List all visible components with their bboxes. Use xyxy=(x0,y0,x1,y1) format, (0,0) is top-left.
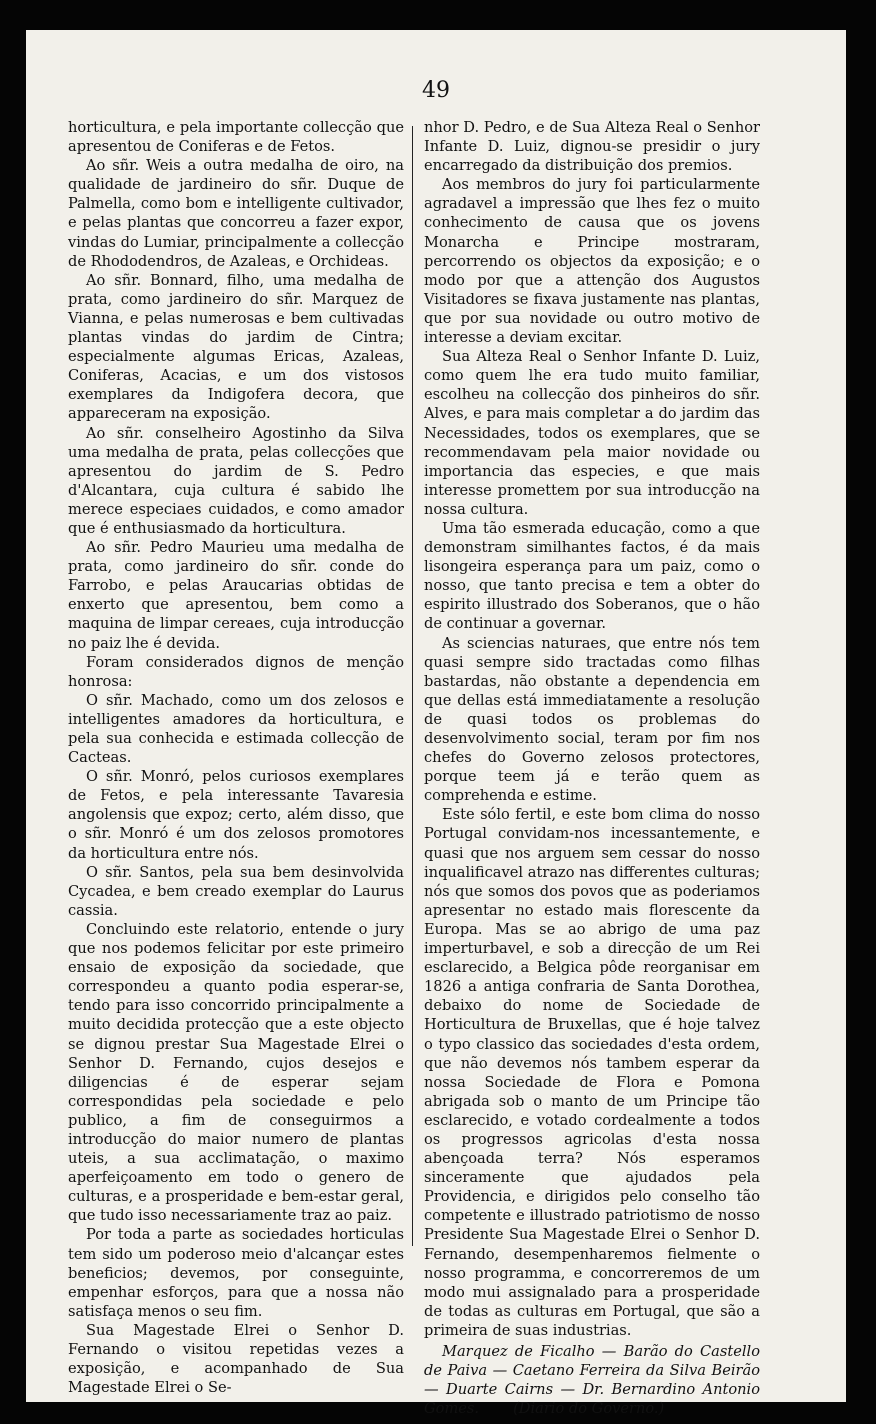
column-divider xyxy=(412,126,413,1246)
paragraph: Aos membros do jury foi particularmente agradavel a impressão que lhes fez o muito conhecimento de causa que os jovens Monarcha e Principe mostraram, percorrendo os objectos da exposição; e o modo por que a attenção dos Augustos Visitadores se fixava justamente nas plantas, que por sua novidade ou outro motivo de interesse a deviam excitar. xyxy=(424,176,760,347)
paragraph: O sñr. Machado, como um dos zelosos e intelligentes amadores da horticultura, e pela sua conhecida e estimada collecção de Cacteas. xyxy=(68,691,404,767)
paragraph: O sñr. Monró, pelos curiosos exemplares de Fetos, e pela interessante Tavaresia angolensis que expoz; certo, além disso, que o sñr. Monró é um dos zelosos promotores da horticultura entre nós. xyxy=(68,768,404,862)
paragraph: Por toda a parte as sociedades horticulas tem sido um poderoso meio d'alcançar estes beneficios; devemos, por conseguinte, empenhar esforços, para que a nossa não satisfaça menos o seu fim. xyxy=(68,1226,404,1320)
paragraph: Ao sñr. Pedro Maurieu uma medalha de prata, como jardineiro do sñr. conde do Farrobo, e pelas Araucarias obtidas de enxerto que apresentou, bem como a maquina de limpar cereaes, cuja introducção no paiz lhe é devida. xyxy=(68,539,404,652)
paragraph: Uma tão esmerada educação, como a que demonstram similhantes factos, é da mais lisongeira esperança para um paiz, como o nosso, que tanto precisa e tem a obter do espirito illustrado dos Soberanos, que o hão de continuar a governar. xyxy=(424,519,760,633)
paragraph: horticultura, e pela importante collecção que apresentou de Coniferas e de Fetos. xyxy=(68,119,404,156)
paragraph: Ao sñr. Bonnard, filho, uma medalha de prata, como jardineiro do sñr. Marquez de Vianna, e pelas numerosas e bem cultivadas plantas vindas do jardim de Cintra; especialmente algumas Ericas, Azaleas, Coniferas, Acacias, e um dos vistosos exemplares da Indigofera decora, que appareceram na exposição. xyxy=(68,271,404,423)
source-citation: (Diario do Governo.) xyxy=(513,1400,665,1418)
paragraph: Foram considerados dignos de menção honrosa: xyxy=(68,653,404,690)
right-column xyxy=(424,118,760,1418)
paragraph: Sua Alteza Real o Senhor Infante D. Luiz, como quem lhe era tudo muito familiar, escolheu na collecção dos pinheiros do sñr. Alves, e para mais completar a do jardim das Necessidades, todos os exemplares, que se recommendavam pela maior novidade ou importancia das especies, e que mais interesse promettem por sua introducção na nossa cultura. xyxy=(424,348,760,518)
paragraph: O sñr. Santos, pela sua bem desinvolvida Cycadea, e bem creado exemplar do Laurus cassia. xyxy=(68,863,404,919)
left-column xyxy=(68,118,404,1397)
printed-page xyxy=(26,30,846,1418)
paragraph: Este sólo fertil, e este bom clima do nosso Portugal convidam-nos incessantemente, e quasi que nos arguem sem cessar do nosso inqualificavel atrazo nas differentes culturas; nós que somos dos povos que as poderiamos apresentar no estado mais florescente da Europa. Mas se ao abrigo de uma paz imperturbavel, e sob a direcção de um Rei esclarecido, a Belgica pôde reorganisar em 1826 a antiga confraria de Santa Dorothea, debaixo do nome de Sociedade de Horticultura de Bruxellas, que é hoje talvez o typo classico das sociedades d'esta ordem, que não devemos nós tambem esperar da nossa Sociedade de Flora e Pomona abrigada sob o manto de um Principe tão esclarecido, e votado cordealmente a todos os progressos agricolas d'esta nossa abençoada terra? Nós esperamos sinceramente que ajudados pela Providencia, e dirigidos pelo conselho tão competente e illustrado patriotismo de nosso Presidente Sua Magestade Elrei o Senhor D. Fernando, desempenharemos fielmente o nosso programma, e concorreremos de um modo mui assignalado para a prosperidade de todas as culturas em Portugal, que são a primeira de suas industrias. xyxy=(424,806,760,1339)
paragraph: Sua Magestade Elrei o Senhor D. Fernando o visitou repetidas vezes a exposição, e acompanhado de Sua Magestade Elrei o Se- xyxy=(68,1321,404,1397)
paragraph: Ao sñr. Weis a outra medalha de oiro, na qualidade de jardineiro do sñr. Duque de Palmella, como bom e intelligente cultivador, e pelas plantas que concorreu a fazer expor, vindas do Lumiar, principalmente a collecção de Rhododendros, de Azaleas, e Orchideas. xyxy=(68,157,404,270)
page-number: 49 xyxy=(422,78,450,103)
signatories: Marquez de Ficalho — Barão do Castello de Paiva — Caetano Ferreira da Silva Beirão — Duarte Cairns — Dr. Bernardino Antonio Gomes. xyxy=(424,1343,760,1418)
signature-block xyxy=(424,1342,760,1418)
paragraph: Concluindo este relatorio, entende o jury que nos podemos felicitar por este primeiro ensaio de exposição da sociedade, que correspondeu a quanto podia esperar-se, tendo para isso concorrido principalmente a muito decidida protecção que a este objecto se dignou prestar Sua Magestade Elrei o Senhor D. Fernando, cujos desejos e diligencias é de esperar sejam correspondidas pela sociedade e pelo publico, a fim de conseguirmos a introducção do maior numero de plantas uteis, a sua acclimatação, o maximo aperfeiçoamento em todo o genero de culturas, e a prosperidade e bem-estar geral, que tudo isso necessariamente traz ao paiz. xyxy=(68,920,404,1225)
paragraph: nhor D. Pedro, e de Sua Alteza Real o Senhor Infante D. Luiz, dignou-se presidir o jury encarregado da distribuição dos premios. xyxy=(424,119,760,175)
paragraph: As sciencias naturaes, que entre nós tem quasi sempre sido tractadas como filhas bastardas, não obstante a dependencia em que dellas está immediatamente a resolução de quasi todos os problemas do desenvolvimento social, teram por fim nos chefes do Governo zelosos protectores, porque teem já e terão quem as comprehenda e estime. xyxy=(424,634,760,805)
paragraph: Ao sñr. conselheiro Agostinho da Silva uma medalha de prata, pelas collecções que apresentou do jardim de S. Pedro d'Alcantara, cuja cultura é sabido lhe merece especiaes cuidados, e como amador que é enthusiasmado da horticultura. xyxy=(68,424,404,537)
